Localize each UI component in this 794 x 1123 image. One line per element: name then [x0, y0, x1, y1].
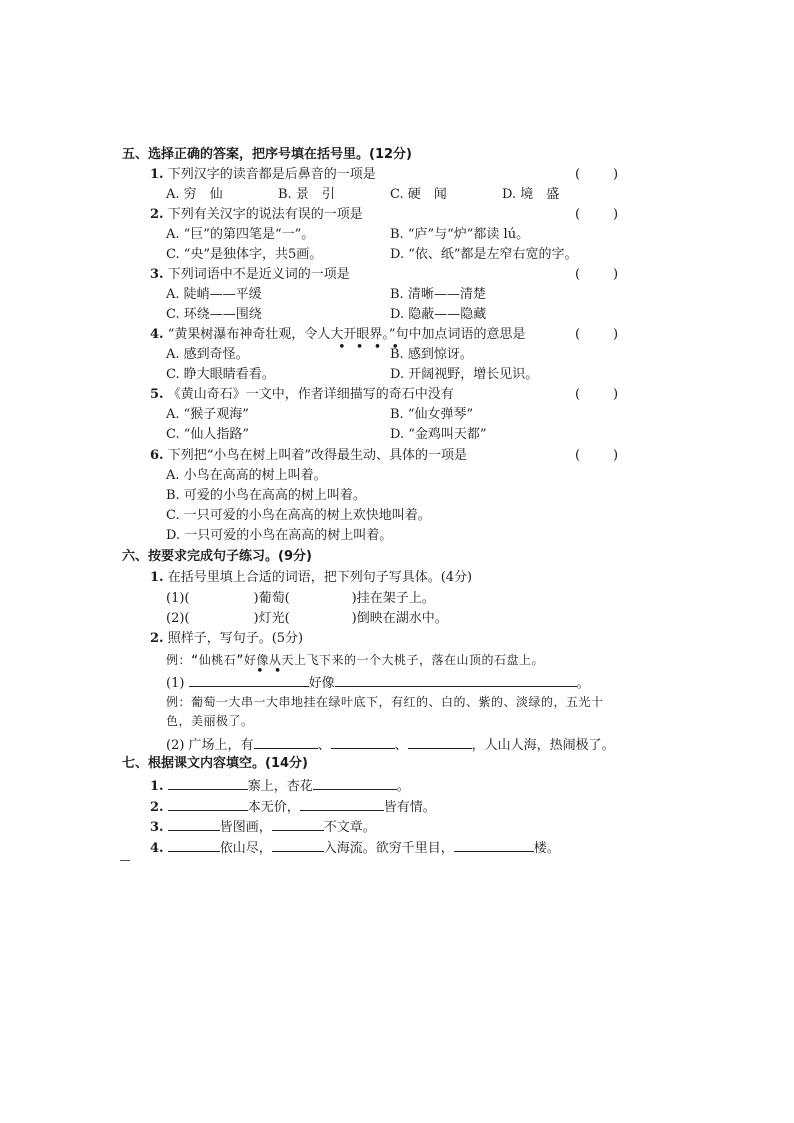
item-text: 入海流。欲穷千里目，: [323, 841, 454, 856]
option-b: B. 清晰——清楚: [390, 287, 486, 302]
option-b: B. “庐”与“炉”都读 lú。: [390, 227, 530, 242]
fill-item-1: [166, 591, 435, 607]
example-sentence-2b: 色，美丽极了。: [166, 714, 254, 728]
question-5-5: [150, 387, 454, 403]
question-text: 《黄山奇石》一文中，作者详细描写的奇石中没有: [167, 387, 454, 402]
paren-open: (: [575, 327, 581, 342]
question-5-2: [150, 207, 363, 223]
paren-open: (: [575, 267, 581, 282]
item-text: )倒映在湖水中。: [351, 611, 448, 626]
answer-blank[interactable]: [168, 797, 248, 811]
question-number: 1.: [150, 570, 164, 585]
question-text: 照样子，写句子。(5分): [167, 631, 304, 646]
answer-blank[interactable]: [300, 797, 384, 811]
write-item-2: [166, 735, 615, 754]
question-number: 4.: [150, 327, 164, 342]
paren-close: ): [613, 327, 619, 342]
option-a: A. 陡峭——平缓: [166, 287, 262, 302]
option-d: D. 境 盛: [502, 187, 560, 202]
item-text: )葡萄(: [253, 591, 290, 606]
answer-blank[interactable]: [189, 673, 309, 687]
option-c: C. 睁大眼睛看看。: [166, 367, 275, 382]
paren-open: (: [575, 448, 581, 463]
question-6-2: [150, 631, 303, 647]
paren-close: ): [613, 167, 619, 182]
item-text: 、: [317, 738, 331, 753]
item-text: ，人山人海，热闹极了。: [471, 738, 615, 753]
option-a: A. 穷 仙: [166, 187, 223, 202]
answer-blank[interactable]: [254, 735, 318, 749]
item-label: (1)(: [166, 591, 190, 606]
item-text: 好像: [308, 676, 335, 691]
item-text: 不文章。: [323, 820, 376, 835]
emphasis-dots: • •: [256, 664, 285, 679]
item-text: 皆图画，: [219, 820, 272, 835]
option-c: C. 硬 闻: [390, 187, 447, 202]
poem-item-2: [150, 797, 436, 816]
answer-blank[interactable]: [168, 838, 220, 852]
option-a: A. 感到奇怪。: [166, 347, 249, 362]
example-sentence-1: 例：“仙桃石”好像从天上飞下来的一个大桃子，落在山顶的石盘上。: [166, 653, 544, 667]
answer-blank[interactable]: [331, 735, 395, 749]
option-d: D. 开阔视野，增长见识。: [390, 367, 539, 382]
question-number: 5.: [150, 387, 164, 402]
section-five-title: 五、选择正确的答案，把序号填在括号里。(12分): [122, 147, 412, 162]
item-label: (2)(: [166, 611, 190, 626]
question-5-6: [150, 448, 467, 464]
question-number: 2.: [150, 207, 164, 222]
question-6-1: [150, 570, 472, 586]
fill-item-2: [166, 611, 448, 627]
option-c: C. “央”是独体字，共5画。: [166, 247, 323, 262]
paren-close: ): [613, 448, 619, 463]
section-six-title: 六、按要求完成句子练习。(9分): [122, 549, 312, 564]
answer-blank[interactable]: [168, 817, 220, 831]
item-text: )挂在架子上。: [351, 591, 435, 606]
question-text: 在括号里填上合适的词语，把下列句子写具体。(4分): [167, 570, 473, 585]
option-c: C. 环绕——围绕: [166, 307, 262, 322]
emphasis-dots: • • • •: [338, 340, 403, 355]
item-number: 4.: [150, 841, 164, 856]
option-d: D. 隐蔽——隐藏: [390, 307, 487, 322]
answer-blank[interactable]: [168, 776, 248, 790]
question-text: 下列把“小鸟在树上叫着”改得最生动、具体的一项是: [167, 448, 468, 463]
item-text: 。: [396, 779, 410, 794]
item-text: 、: [394, 738, 408, 753]
paren-open: (: [575, 167, 581, 182]
question-number: 6.: [150, 448, 164, 463]
item-text: 寨上，杏花: [247, 779, 313, 794]
option-b: B. 景 引: [278, 187, 335, 202]
poem-item-1: [150, 776, 410, 795]
option-d: D. 一只可爱的小鸟在高高的树上叫着。: [166, 528, 393, 543]
item-text: 本无价，: [247, 800, 300, 815]
item-number: 1.: [150, 779, 164, 794]
answer-blank[interactable]: [454, 838, 534, 852]
option-a: A. 小鸟在高高的树上叫着。: [166, 468, 327, 483]
poem-item-3: [150, 817, 376, 836]
item-label: (1): [166, 676, 185, 691]
paren-open: (: [575, 387, 581, 402]
item-number: 3.: [150, 820, 164, 835]
option-b: B. “仙女弹琴”: [390, 407, 474, 422]
option-a: A. “猴子观海”: [166, 407, 249, 422]
answer-blank[interactable]: [408, 735, 472, 749]
question-number: 1.: [150, 167, 164, 182]
section-seven-title: 七、根据课文内容填空。(14分): [122, 756, 308, 771]
answer-blank[interactable]: [272, 838, 324, 852]
option-b: B. 可爱的小鸟在高高的树上叫着。: [166, 488, 366, 503]
answer-blank[interactable]: [313, 776, 397, 790]
item-text: 楼。: [533, 841, 560, 856]
item-text: 依山尽，: [219, 841, 272, 856]
item-number: 2.: [150, 800, 164, 815]
option-c: C. 一只可爱的小鸟在高高的树上欢快地叫着。: [166, 508, 431, 523]
option-b: B. 感到惊讶。: [390, 347, 473, 362]
question-text: 下列有关汉字的说法有误的一项是: [167, 207, 363, 222]
question-5-1: [150, 167, 376, 183]
paren-close: ): [613, 387, 619, 402]
question-5-3: [150, 267, 350, 283]
question-text: “黄果树瀑布神奇壮观，令人大开眼界。”句中加点词语的意思是: [167, 327, 526, 342]
item-text: )灯光(: [253, 611, 290, 626]
paren-close: ): [613, 267, 619, 282]
item-label: (2) 广场上，有: [166, 738, 254, 753]
question-number: 3.: [150, 267, 164, 282]
option-d: D. “金鸡叫天都”: [390, 427, 487, 442]
question-text: 下列词语中不是近义词的一项是: [167, 267, 350, 282]
paren-open: (: [575, 207, 581, 222]
option-c: C. “仙人指路”: [166, 427, 250, 442]
item-text: 皆有情。: [383, 800, 436, 815]
write-item-1: [166, 673, 590, 692]
answer-blank[interactable]: [272, 817, 324, 831]
question-text: 下列汉字的读音都是后鼻音的一项是: [167, 167, 376, 182]
item-text: 。: [576, 676, 590, 691]
option-a: A. “巨”的第四笔是“一”。: [166, 227, 315, 242]
page-corner-mark: [120, 860, 130, 861]
example-sentence-2a: 例：葡萄一大串一大串地挂在绿叶底下，有红的、白的、紫的、淡绿的，五光十: [166, 695, 604, 709]
question-number: 2.: [150, 631, 164, 646]
paren-close: ): [613, 207, 619, 222]
option-d: D. “依、纸”都是左窄右宽的字。: [390, 247, 578, 262]
poem-item-4: [150, 838, 560, 857]
answer-blank[interactable]: [335, 673, 577, 687]
